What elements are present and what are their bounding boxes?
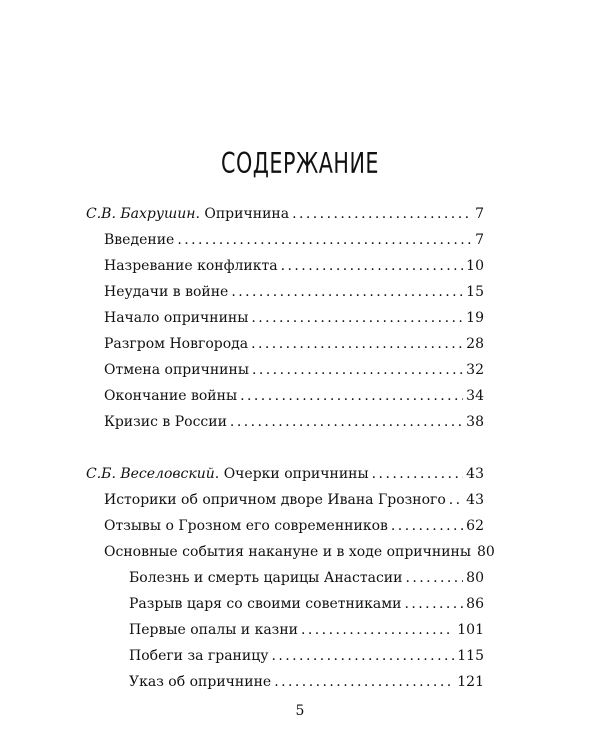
leader-dots: [372, 465, 464, 483]
leader-dots: [271, 647, 454, 665]
toc-page-number: 86: [466, 596, 484, 612]
toc-entry[interactable]: [104, 257, 484, 275]
toc-section-veselovsky[interactable]: [86, 465, 484, 483]
toc-entry-label: Введение: [104, 232, 175, 248]
toc-entry[interactable]: [104, 491, 484, 509]
leader-dots: [274, 673, 454, 691]
toc-entry[interactable]: [104, 283, 484, 301]
toc-entry-label: Первые опалы и казни: [129, 622, 298, 638]
toc-author: С.Б. Веселовский. Очерки опричнины: [86, 466, 369, 482]
leader-dots: [230, 413, 463, 431]
toc-page-number: 43: [466, 466, 484, 482]
toc-entry-label: Отзывы о Грозном его современников: [104, 518, 388, 534]
toc-page-number: 10: [466, 258, 484, 274]
leader-dots: [240, 387, 463, 405]
toc-page-number: 101: [457, 622, 484, 638]
leader-dots: [404, 595, 463, 613]
toc-page-number: 38: [466, 414, 484, 430]
toc-page-number: 80: [466, 570, 484, 586]
toc-entry[interactable]: [104, 543, 495, 561]
leader-dots: [449, 491, 463, 509]
toc-page-number: 115: [457, 648, 484, 664]
toc-page-number: 28: [466, 336, 484, 352]
toc-subentry[interactable]: [129, 673, 484, 691]
page-number: 5: [295, 703, 305, 719]
toc-entry-label: Неудачи в войне: [104, 284, 229, 300]
toc-subentry[interactable]: [129, 647, 484, 665]
toc-title: СОДЕРЖАНИЕ: [220, 148, 379, 181]
toc-subentry[interactable]: [129, 595, 484, 613]
toc-entry[interactable]: [104, 361, 484, 379]
toc-entry[interactable]: [104, 413, 484, 431]
toc-entry[interactable]: [104, 517, 484, 535]
toc-section-bakhrushin[interactable]: [86, 205, 484, 223]
leader-dots: [231, 283, 463, 301]
toc-entry-label: Разрыв царя со своими советниками: [129, 596, 402, 612]
leader-dots: [301, 621, 454, 639]
toc-entry-label: Окончание войны: [104, 388, 238, 404]
leader-dots: [391, 517, 463, 535]
toc-author: С.В. Бахрушин. Опричнина: [86, 206, 290, 222]
toc-entry[interactable]: [104, 387, 484, 405]
leader-dots: [177, 231, 472, 249]
toc-page-number: 19: [466, 310, 484, 326]
toc-page-number: 7: [475, 206, 484, 222]
toc-entry-label: Указ об опричнине: [129, 674, 272, 690]
toc-page-number: 34: [466, 388, 484, 404]
toc-page-number: 15: [466, 284, 484, 300]
leader-dots: [252, 361, 463, 379]
leader-dots: [251, 335, 463, 353]
toc-entry-label: Отмена опричнины: [104, 362, 249, 378]
toc-entry[interactable]: [104, 231, 484, 249]
toc-page-number: 80: [477, 544, 495, 560]
toc-page-number: 32: [466, 362, 484, 378]
toc-entry-label: Болезнь и смерть царицы Анастасии: [129, 570, 403, 586]
toc-entry-label: Разгром Новгорода: [104, 336, 249, 352]
toc-subentry[interactable]: [129, 621, 484, 639]
leader-dots: [251, 309, 463, 327]
leader-dots: [405, 569, 463, 587]
toc-entry-label: Кризис в России: [104, 414, 227, 430]
toc-entry-label: Начало опричнины: [104, 310, 249, 326]
toc-entry-label: Побеги за границу: [129, 648, 269, 664]
toc-subentry[interactable]: [129, 569, 484, 587]
toc-entry[interactable]: [104, 309, 484, 327]
toc-entry[interactable]: [104, 335, 484, 353]
leader-dots: [281, 257, 464, 275]
toc-entry-label: Историки об опричном дворе Ивана Грозного: [104, 492, 446, 508]
toc-page-number: 43: [466, 492, 484, 508]
toc-page-number: 121: [457, 674, 484, 690]
toc-entry-label: Назревание конфликта: [104, 258, 278, 274]
leader-dots: [292, 205, 472, 223]
toc-page-number: 62: [466, 518, 484, 534]
toc-page-number: 7: [475, 232, 484, 248]
toc-entry-label: Основные события накануне и в ходе опричнины: [104, 544, 472, 560]
